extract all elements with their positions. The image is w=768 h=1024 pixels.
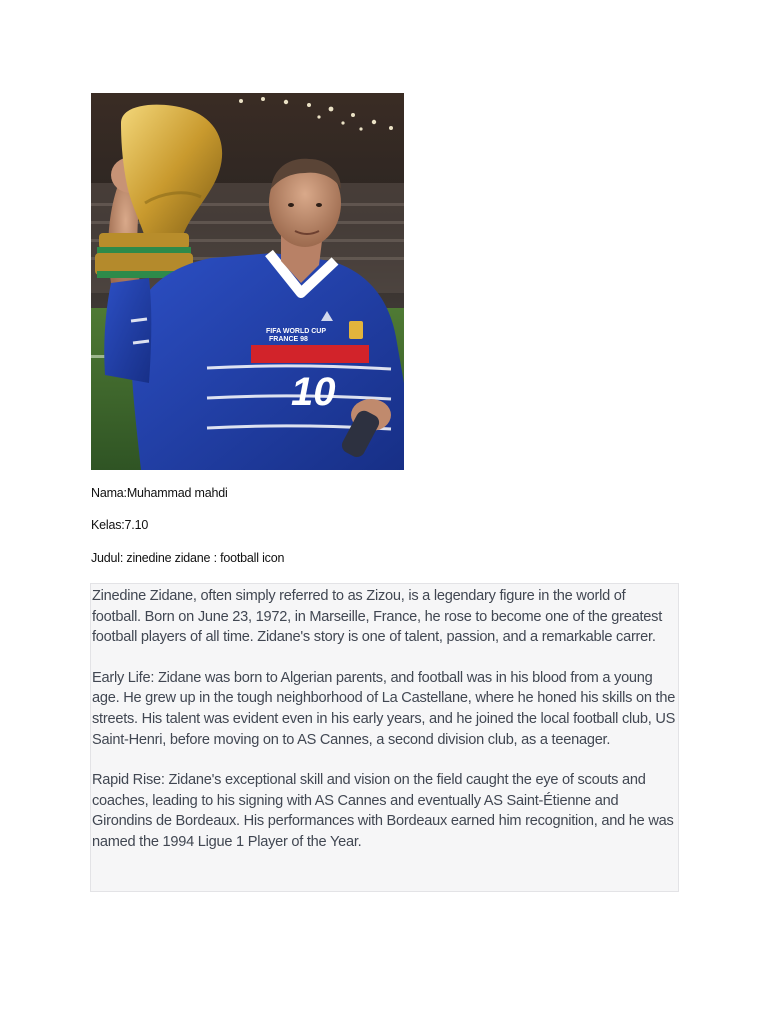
jersey-number: 10 — [291, 370, 336, 414]
paragraph-intro: Zinedine Zidane, often simply referred to as Zizou, is a legendary figure in the world of football. Born on June 23, 1972, in Marseille, France, he rose to become one of the greatest football players of all time. Zidane's story is one of talent, passion, and a remarkable carrer. — [92, 588, 663, 646]
article-text-box — [90, 583, 679, 892]
paragraph-rapid-rise: Rapid Rise: Zidane's exceptional skill and vision on the field caught the eye of scouts and coaches, leading to his signing with AS Cannes and eventually AS Saint-Étienne and Girondins de Bordeaux. His performances with Bordeaux earned him recognition, and he was named the 1994 Ligue 1 Player of the Year. — [92, 772, 674, 850]
zidane-photo — [91, 93, 404, 470]
student-name: Nama:Muhammad mahdi — [91, 486, 228, 500]
paragraph-early-life: Early Life: Zidane was born to Algerian parents, and football was in his blood from a young age. He grew up in the tough neighborhood of La Castellane, where he honed his skills on the streets. His talent was evident even in his early years, and he joined the local football club, US Saint-Henri, before moving on to AS Cannes, a second division club, as a teenager. — [92, 669, 676, 748]
jersey-text-line2: FRANCE 98 — [269, 336, 308, 343]
student-class: Kelas:7.10 — [91, 518, 149, 532]
essay-title: Judul: zinedine zidane : football icon — [91, 551, 285, 565]
jersey-text-line1: FIFA WORLD CUP — [266, 328, 327, 335]
